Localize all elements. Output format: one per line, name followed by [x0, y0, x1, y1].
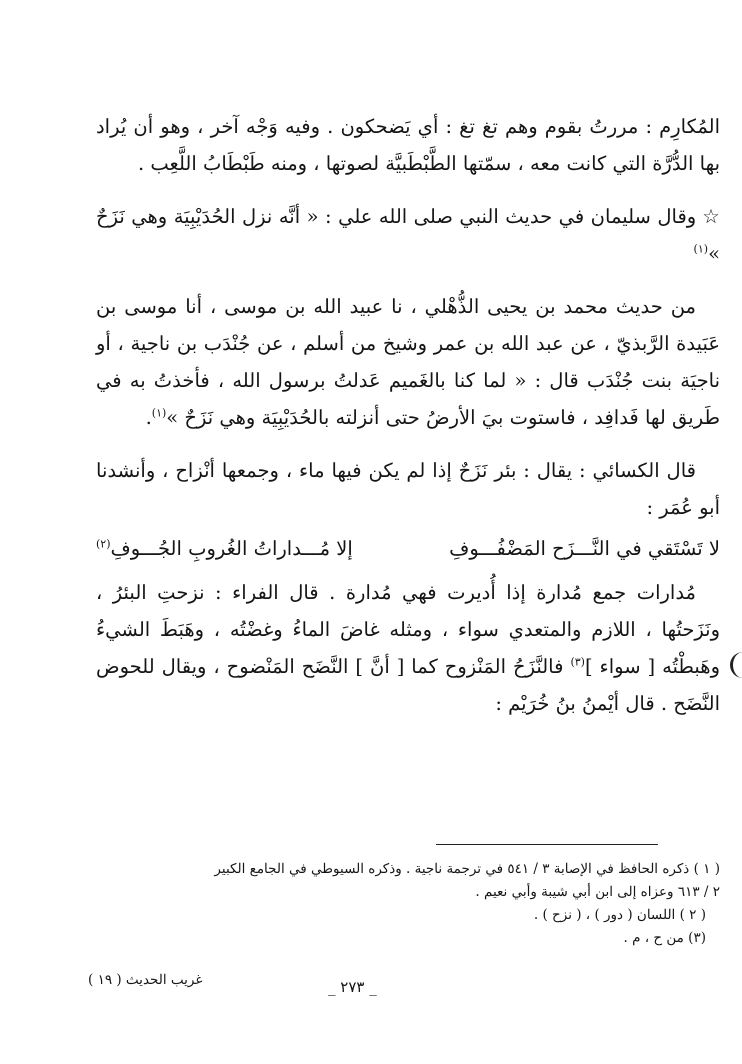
poem-verse: [96, 530, 720, 568]
footnotes: [76, 858, 720, 950]
paragraph-5: [96, 574, 720, 722]
poem-second-hemistich: [96, 530, 353, 568]
paragraph-2-text: وقال سليمان في حديث النبي صلى الله علي : « أنَّه نزل الحُدَيْبِيَة وهي نَزَحٌ »: [96, 205, 720, 265]
paragraph-5-text: مُدارات جمع مُدارة إذا أُديرت فهي مُدارة . قال الفراء : نزحتِ البئرُ ، ونَزَحتُها ، اللازم والمتعدي سواء ، ومثله غاضَ الماءُ وغضْتُه ، وهَبَطَ الشيءُ وهَبطْتُه [ سواء ]: [96, 581, 720, 678]
footnote-2: ( ٢ ) اللسان ( دور ) ، ( نزح ) .: [533, 907, 706, 923]
paragraph-4-text: قال الكسائي : يقال : بئر نَزَحٌ إذا لم يكن فيها ماء ، وجمعها أنْزاح ، وأنشدنا أبو عُمَر :: [96, 459, 720, 519]
footnote-separator: [436, 844, 658, 845]
paragraph-5-end: فالنَّزَحُ المَنْزوح كما [ أنَّ ] النَّضَح المَنْضوح ، ويقال للحوض النَّضَح . قال أيْمنُ بنُ خُرَيْم :: [96, 655, 720, 715]
footnote-1-line-1: ( ١ ) ذكره الحافظ في الإصابة ٣ / ٥٤١ في ترجمة ناجية . وذكره السيوطي في الجامع الكبير: [214, 861, 720, 877]
paragraph-2: [96, 198, 720, 272]
paragraph-3-text: من حديث محمد بن يحيى الذُّهْلي ، نا عبيد الله بن موسى ، أنا موسى بن عَبَيدة الرَّبذيّ ، عن عبد الله بن عمر وشيخ من أسلم ، عن جُنْدَب بن ناجية ، أو ناجيَة بنت جُنْدَب قال : « لما كنا بالغَميم عَدلتُ برسول الله ، فأخذتُ به في طَريق لها فَدافِد ، فاستوت بيَ الأرضُ حتى أنزلته بالحُدَيْبِيَة وهي نَزَحٌ »: [96, 295, 720, 429]
paragraph-3-end: .: [145, 406, 152, 429]
poem-second-hemistich-text: إلا مُـــداراتُ الغُروبِ الجُـــوفِ: [110, 537, 353, 560]
footnote-ref-1b: (١): [151, 406, 167, 420]
footnote-3: (٣) من ح ، م .: [623, 930, 706, 946]
footnote-ref-1: (١): [693, 242, 709, 256]
page-number: _ ٢٧٣ _: [328, 978, 377, 996]
footnote-ref-3: (٣): [570, 655, 585, 669]
paragraph-1: [96, 108, 720, 182]
star-icon: ☆: [702, 205, 720, 228]
paragraph-4: [96, 452, 720, 526]
footnote-1-line-2: ٢ / ٦١٣ وعزاه إلى ابن أبي شيبة وأبي نعيم .: [475, 884, 720, 900]
footnote-ref-2: (٢): [96, 537, 111, 551]
page-body: [96, 108, 720, 728]
poem-first-hemistich: لا تَسْتَقي في النَّـــزَح المَضْفُـــوفِ: [449, 537, 720, 560]
paragraph-3: [96, 288, 720, 436]
margin-bracket-mark: [730, 652, 742, 678]
paragraph-1-text: المُكارِم : مررتُ بقوم وهم تغ تغ : أي يَضحكون . وفيه وَجْه آخر ، وهو أن يُراد بها الدُّرَّة التي كانت معه ، سمّتها الطَّبْطَبيَّة لصوتها ، ومنه طَبْطَابُ اللَّعِب .: [96, 115, 720, 175]
book-reference: غريب الحديث ( ١٩ ): [88, 972, 203, 988]
